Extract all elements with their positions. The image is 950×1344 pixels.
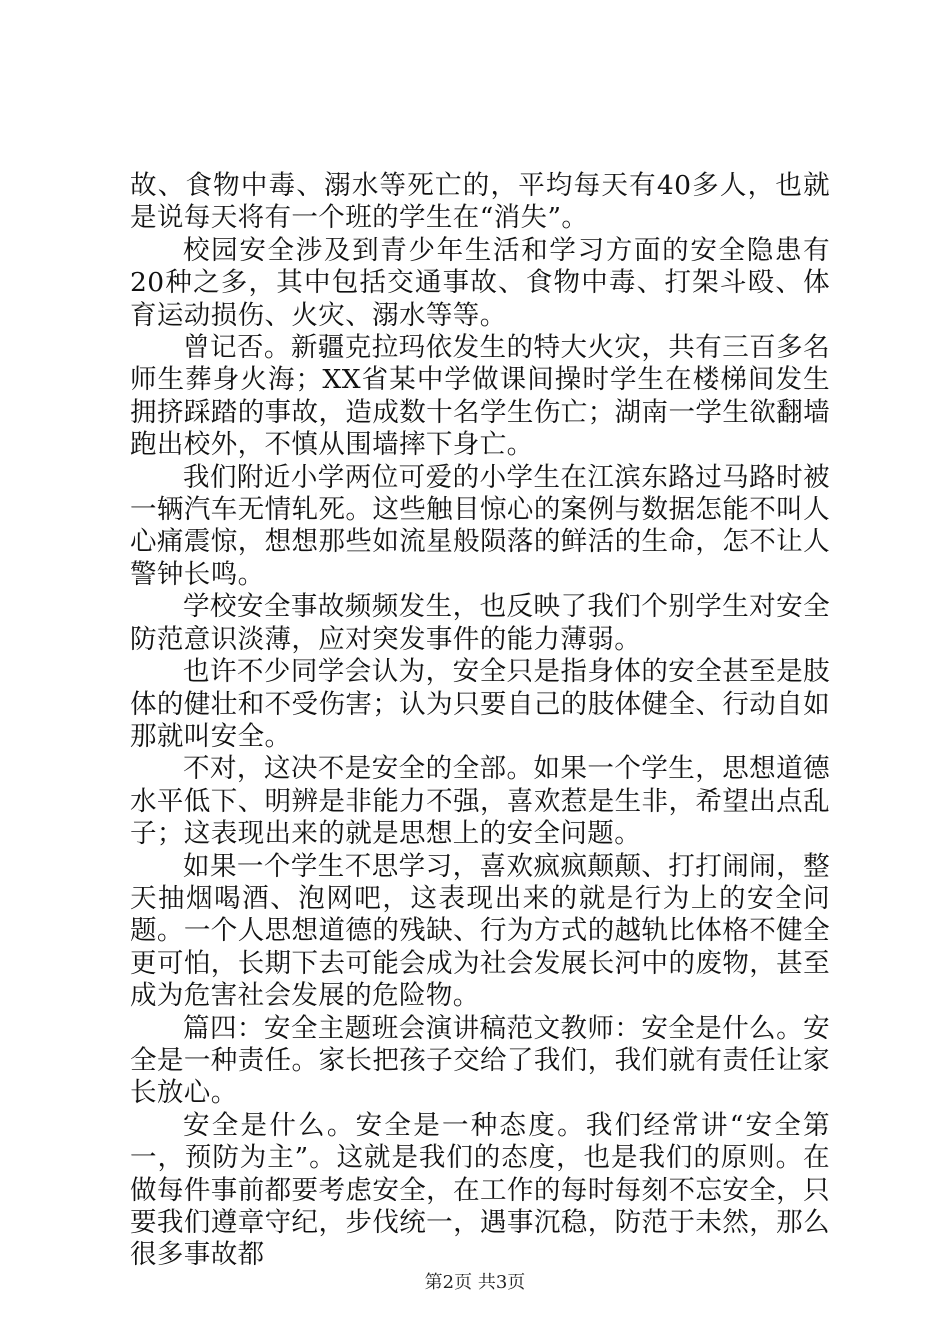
paragraph-3: 曾记否。新疆克拉玛依发生的特大火灾，共有三百多名师生葬身火海；XX省某中学做课间操时学生在楼梯间发生拥挤踩踏的事故，造成数十名学生伤亡；湖南一学生欲翻墙跑出校外，不慎从围墙摔下身亡。 <box>130 332 830 461</box>
document-page <box>130 170 830 1272</box>
paragraph-1: 故、食物中毒、溺水等死亡的，平均每天有40多人，也就是说每天将有一个班的学生在“消失”。 <box>130 170 830 234</box>
paragraph-4: 我们附近小学两位可爱的小学生在江滨东路过马路时被一辆汽车无情轧死。这些触目惊心的案例与数据怎能不叫人心痛震惊，想想那些如流星般陨落的鲜活的生命，怎不让人警钟长鸣。 <box>130 461 830 590</box>
paragraph-6: 也许不少同学会认为，安全只是指身体的安全甚至是肢体的健壮和不受伤害；认为只要自己的肢体健全、行动自如那就叫安全。 <box>130 656 830 752</box>
paragraph-5: 学校安全事故频频发生，也反映了我们个别学生对安全防范意识淡薄，应对突发事件的能力薄弱。 <box>130 591 830 655</box>
page-footer: 第2页 共3页 <box>424 1272 526 1293</box>
paragraph-7: 不对，这决不是安全的全部。如果一个学生，思想道德水平低下、明辨是非能力不强，喜欢惹是生非，希望出点乱子；这表现出来的就是思想上的安全问题。 <box>130 753 830 850</box>
paragraph-8: 如果一个学生不思学习，喜欢疯疯颠颠、打打闹闹，整天抽烟喝酒、泡网吧，这表现出来的就是行为上的安全问题。一个人思想道德的残缺、行为方式的越轨比体格不健全更可怕，长期下去可能会成为社会发展长河中的废物，甚至成为危害社会发展的危险物。 <box>130 850 830 1012</box>
paragraph-9: 篇四：安全主题班会演讲稿范文教师：安全是什么。安全是一种责任。家长把孩子交给了我们，我们就有责任让家长放心。 <box>130 1012 830 1109</box>
paragraph-10: 安全是什么。安全是一种态度。我们经常讲“安全第一，预防为主”。这就是我们的态度，也是我们的原则。在做每件事前都要考虑安全，在工作的每时每刻不忘安全，只要我们遵章守纪，步伐统一，遇事沉稳，防范于未然，那么很多事故都 <box>130 1109 830 1271</box>
paragraph-2: 校园安全涉及到青少年生活和学习方面的安全隐患有20种之多，其中包括交通事故、食物中毒、打架斗殴、体育运动损伤、火灾、溺水等等。 <box>130 234 830 331</box>
